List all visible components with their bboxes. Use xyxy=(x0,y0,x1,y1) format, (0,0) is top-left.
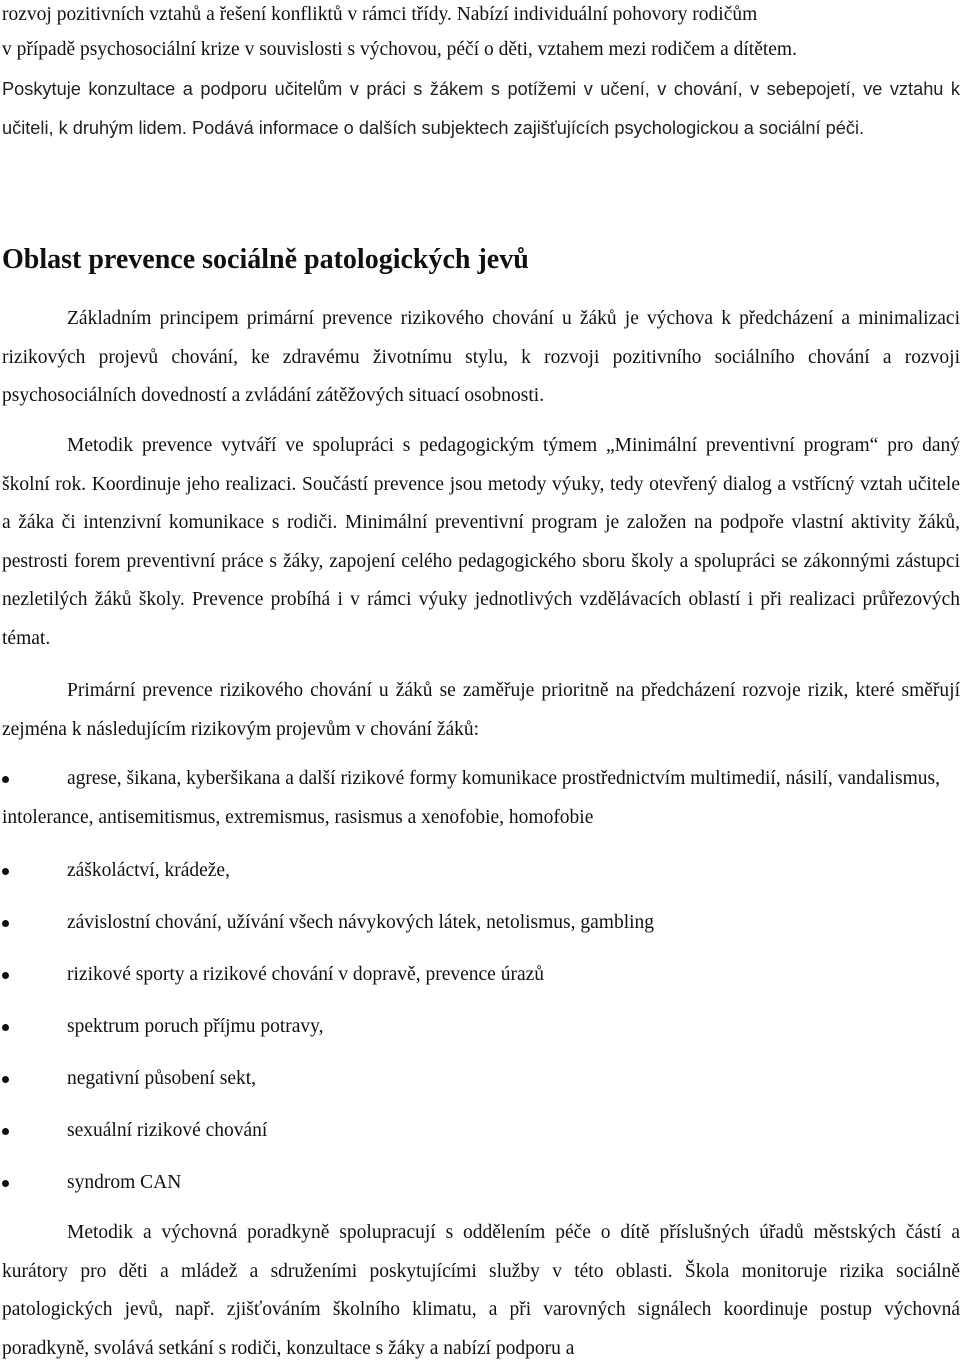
list-item-text: spektrum poruch příjmu potravy, xyxy=(67,1016,324,1037)
section-title: Oblast prevence sociálně patologických jevů xyxy=(2,244,529,275)
list-item xyxy=(2,904,960,943)
list-item xyxy=(2,1060,960,1099)
paragraph-methodist: Metodik prevence vytváří ve spolupráci s pedagogickým týmem „Minimální preventivní program“ pro daný školní rok. Koordinuje jeho realizaci. Součástí prevence jsou metody výuky, tedy otevřený dialog a vstřícný vztah učitele a žáka či intenzivní komunikace s rodiči. Minimální preventivní program je založen na podpoře vlastní aktivity žáků, pestrosti forem preventivní práce s žáky, zapojení celého pedagogického sboru školy a spolupráci se zákonnými zástupci nezletilých žáků školy. Prevence probíhá i v rámci výuky jednotlivých vzdělávacích oblastí i při realizaci průřezových témat. xyxy=(2,435,960,649)
list-item xyxy=(2,956,960,995)
bullet-icon xyxy=(2,972,9,979)
intro-line-2: v případě psychosociální krize v souvislosti s výchovou, péčí o děti, vztahem mezi rodičem a dítětem. xyxy=(2,39,797,60)
list-item xyxy=(2,852,960,891)
bullet-icon xyxy=(2,1128,9,1135)
list-item xyxy=(2,1164,960,1203)
list-item xyxy=(2,760,960,837)
paragraph-principle: Základním principem primární prevence rizikového chování u žáků je výchova k předcházení a minimalizaci rizikových projevů chování, ke zdravému životnímu stylu, k rozvoji pozitivního sociálního chování a rozvoji psychosociálních dovedností a zvládání zátěžových situací osobnosti. xyxy=(2,308,960,407)
paragraph-primary-prevention: Primární prevence rizikového chování u žáků se zaměřuje prioritně na předcházení rozvoje rizik, které směřují zejména k následujícím rizikovým projevům v chování žáků: xyxy=(2,680,960,740)
list-item-text: negativní působení sekt, xyxy=(67,1068,257,1089)
intro-line-1: rozvoj pozitivních vztahů a řešení konfliktů v rámci třídy. Nabízí individuální pohovory rodičům xyxy=(2,4,758,25)
list-item-text: závislostní chování, užívání všech návykových látek, netolismus, gambling xyxy=(67,912,655,933)
intro-paragraph: Poskytuje konzultace a podporu učitelům v práci s žákem s potížemi v učení, v chování, v sebepojetí, ve vztahu k učiteli, k druhým lidem. Podává informace o dalších subjektech zajišťujících psychologickou a sociální péči. xyxy=(2,79,960,138)
bullet-icon xyxy=(2,868,9,875)
paragraph-cooperation: Metodik a výchovná poradkyně spolupracují s oddělením péče o dítě příslušných úřadů městských částí a kurátory pro děti a mládež a sdruženími poskytujícími služby v této oblasti. Škola monitoruje rizika sociálně patologických jevů, např. zjišťováním školního klimatu, a při varovných signálech koordinuje postup výchovná poradkyně, svolává setkání s rodiči, konzultace s žáky a nabízí podporu a xyxy=(2,1222,960,1359)
bullet-icon xyxy=(2,920,9,927)
list-item xyxy=(2,1008,960,1047)
bullet-icon xyxy=(2,1024,9,1031)
list-item-text: sexuální rizikové chování xyxy=(67,1120,268,1141)
bullet-icon xyxy=(2,1076,9,1083)
list-item-text: agrese, šikana, kyberšikana a další rizikové formy komunikace prostřednictvím multimedií, násilí, vandalismus, intolerance, antisemitismus, extremismus, rasismus a xenofobie, homofobie xyxy=(2,768,940,828)
list-item xyxy=(2,1112,960,1151)
bullet-icon xyxy=(2,1180,9,1187)
list-item-text: záškoláctví, krádeže, xyxy=(67,860,230,881)
list-item-text: rizikové sporty a rizikové chování v dopravě, prevence úrazů xyxy=(67,964,545,985)
list-item-text: syndrom CAN xyxy=(67,1172,182,1193)
bullet-icon xyxy=(2,776,9,783)
